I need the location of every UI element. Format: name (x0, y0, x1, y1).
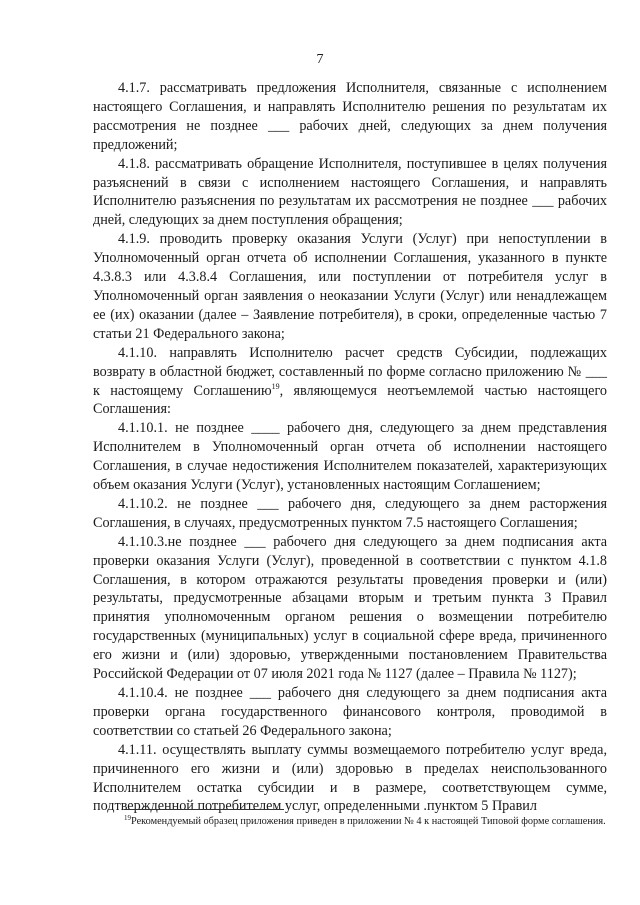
document-body (93, 79, 607, 816)
paragraph (93, 79, 607, 155)
paragraph-text: 4.1.10.2. не позднее ___ рабочего дня, следующего за днем расторжения Соглашения, в случаях, предусмотренных пунктом 7.5 настоящего Соглашения; (93, 495, 607, 531)
paragraph-text: 4.1.10.1. не позднее ____ рабочего дня, следующего за днем представления Исполнителем в Уполномоченный орган отчета об исполнении настоящего Соглашения, в случае недостижения Исполнителем показателей, характеризующих объем оказания Услуги (Услуг), установленных настоящим Соглашением; (93, 420, 607, 494)
paragraph (93, 155, 607, 231)
footnote-separator (124, 809, 284, 810)
paragraph-text: , являющемуся неотъемлемой частью настоящего Соглашения: (93, 382, 607, 418)
footnote (124, 815, 608, 829)
footnote-text: Рекомендуемый образец приложения приведен в приложении № 4 к настоящей Типовой форме соглашения. (131, 816, 606, 827)
paragraph (93, 495, 607, 533)
paragraph-text: 4.1.10.4. не позднее ___ рабочего дня следующего за днем подписания акта проверки органа государственного финансового контроля, проводимой в соответствии со статьей 26 Федерального закона; (93, 685, 607, 739)
paragraph (93, 230, 607, 343)
paragraph (93, 684, 607, 741)
paragraph-text: 4.1.9. проводить проверку оказания Услуги (Услуг) при непоступлении в Уполномоченный орган отчета об исполнении Соглашения, указанного в пункте 4.3.8.3 или 4.3.8.4 Соглашения, или поступлении от потребителя услуг в Уполномоченный орган заявления о неоказании Услуги (Услуг) или ненадлежащем ее (их) оказании (далее – Заявление потребителя), в сроки, определенные частью 7 статьи 21 Федерального закона; (93, 231, 607, 342)
paragraph-text: 4.1.10. направлять Исполнителю расчет средств Субсидии, подлежащих возврату в областной бюджет, составленный по форме согласно приложению № ___ к настоящему Соглашению (93, 344, 607, 399)
paragraph-text: 4.1.10.3.не позднее ___ рабочего дня следующего за днем подписания акта проверки оказания Услуги (Услуг), проведенной в соответствии с пунктом 4.1.8 Соглашения, в котором отражаются результаты проведения проверки и (или) результаты, предусмотренные абзацами вторым и третьим пункта 3 Правил принятия уполномоченным органом решения о возмещении потребителю государственных (муниципальных) услуг в социальной сфере вреда, причиненного его жизни и (или) здоровью, утвержденными постановлением Правительства Российской Федерации от 07 июля 2021 года № 1127 (далее – Правила № 1127); (93, 533, 607, 683)
paragraph-text: 4.1.7. рассматривать предложения Исполнителя, связанные с исполнением настоящего Соглашения, и направлять Исполнителю решения по результатам их рассмотрения не позднее ___ рабочих дней, следующих за днем получения предложений; (93, 80, 607, 153)
paragraph (93, 741, 607, 817)
page-number: 7 (316, 52, 324, 67)
paragraph (93, 419, 607, 495)
paragraph (93, 344, 607, 420)
footnote-reference: 19 (271, 381, 280, 391)
paragraph-text: 4.1.8. рассматривать обращение Исполнителя, поступившее в целях получения разъяснений в связи с исполнением настоящего Соглашения, и направлять Исполнителю разъяснения по результатам их рассмотрения не позднее ___ рабочих дней, следующих за днем поступления обращения; (93, 155, 607, 229)
paragraph-text: 4.1.11. осуществлять выплату суммы возмещаемого потребителю услуг вреда, причиненного его жизни и (или) здоровью в пределах неиспользованного Исполнителем остатка субсидии и в размере, соответствующем сумме, подтвержденной потребителем услуг, определенными .пунктом 5 Правил (93, 741, 607, 815)
footnote-marker: 19 (124, 814, 131, 822)
paragraph (93, 533, 607, 684)
